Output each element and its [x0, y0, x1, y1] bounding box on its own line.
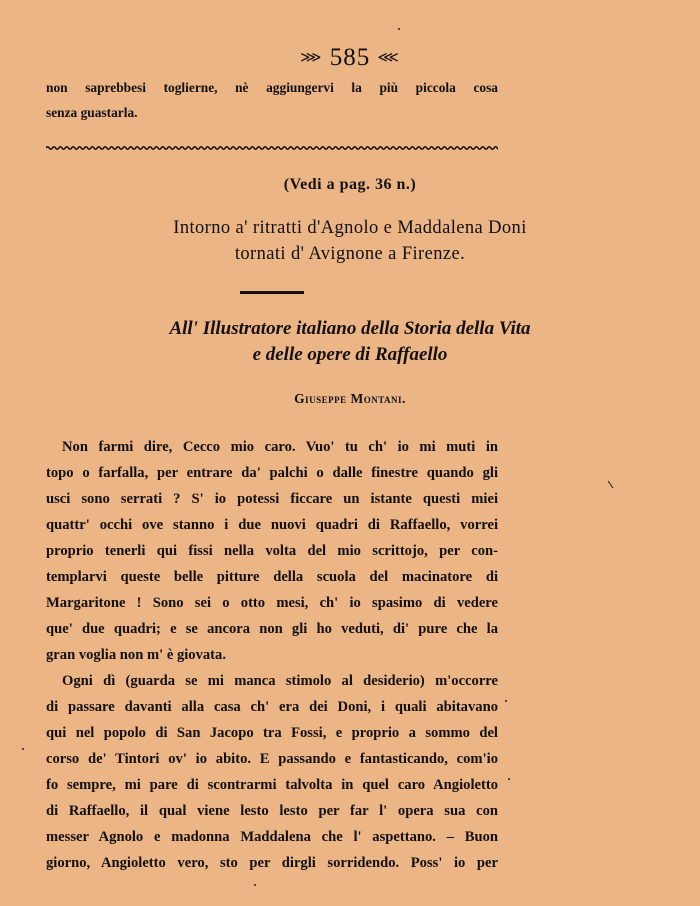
- body-line: di passare davanti alla casa ch' era dei Doni, i quali abitavano: [46, 699, 498, 715]
- left-ornament-icon: ⋙: [300, 50, 323, 66]
- body-line: quattr' occhi ove stanno i due nuovi quadri di Raffaello, vorrei: [46, 517, 498, 533]
- body-line: templarvi queste belle pitture della scuola del macinatore di: [46, 569, 498, 585]
- page-number: 585: [329, 44, 371, 71]
- section-title: tornati d' Avignone a Firenze.: [234, 244, 466, 264]
- body-line: qui nel popolo di San Jacopo tra Fossi, e proprio a sommo del: [46, 725, 498, 741]
- dedication: All' Illustratore italiano della Storia della Vita: [169, 318, 531, 339]
- scan-speck: [22, 748, 24, 750]
- body-line: fo sempre, mi pare di scontrarmi talvolta in quel caro Angioletto: [46, 777, 498, 793]
- body-line: Margaritone ! Sono sei o otto mesi, ch' io spasimo di vedere: [46, 595, 498, 611]
- body-line: Ogni dì (guarda se mi manca stimolo al desiderio) m'occorre: [62, 673, 498, 689]
- scan-speck: [505, 700, 507, 702]
- scan-speck: [254, 884, 256, 886]
- wavy-divider: [46, 143, 498, 153]
- body-line: usci sono serrati ? S' io potessi ficcare un istante questi miei: [46, 491, 498, 507]
- page-header: [0, 44, 700, 72]
- body-line: giorno, Angioletto vero, sto per dirgli sorridendo. Poss' io per: [46, 855, 498, 871]
- body-line: corso de' Tintori ov' io abito. E passando e fantasticando, com'io: [46, 751, 498, 767]
- body-line: messer Agnolo e madonna Maddalena che l' aspettano. – Buon: [46, 829, 498, 845]
- body-line: di Raffaello, il qual viene lesto lesto per far l' opera sua con: [46, 803, 498, 819]
- right-ornament-icon: ⋘: [377, 50, 400, 66]
- author-name: Giuseppe Montani.: [294, 391, 406, 406]
- body-line: topo o farfalla, per entrare da' palchi o dalle finestre quando gli: [46, 465, 498, 481]
- continuation-line: non saprebbesi toglierne, nè aggiungervi la più piccola cosa: [46, 80, 498, 95]
- scan-speck: [508, 778, 510, 780]
- body-line: Non farmi dire, Cecco mio caro. Vuo' tu ch' io mi muti in: [62, 439, 498, 455]
- body-line: proprio tenerli qui fissi nella volta del mio scrittojo, per con-: [46, 543, 498, 559]
- section-title: Intorno a' ritratti d'Agnolo e Maddalena Doni: [173, 218, 527, 238]
- page-reference: (Vedi a pag. 36 n.): [283, 176, 417, 193]
- body-line: gran voglia non m' è giovata.: [46, 647, 226, 663]
- dedication: e delle opere di Raffaello: [252, 344, 448, 365]
- continuation-line: senza guastarla.: [46, 105, 138, 120]
- scan-speck: [608, 481, 614, 489]
- title-rule: [240, 291, 304, 294]
- scan-speck: [398, 28, 400, 30]
- body-line: que' due quadri; e se ancora non gli ho veduti, di' pure che la: [46, 621, 498, 637]
